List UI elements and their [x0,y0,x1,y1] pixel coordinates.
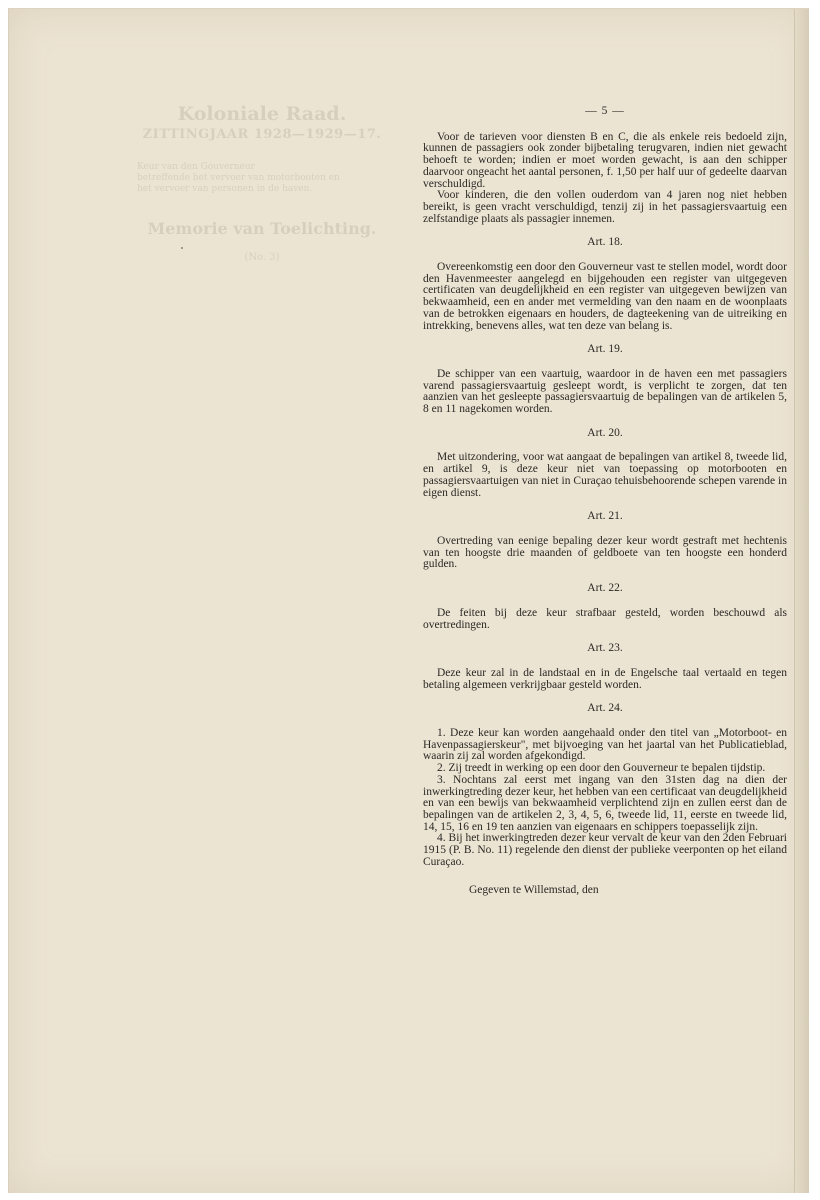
document-page [8,8,809,1193]
paragraph: Met uitzondering, voor wat aangaat de bepalingen van artikel 8, tweede lid, en artikel 9, is deze keur niet van toepassing op motorbooten en passagiersvaartuigen van niet in Curaçao tehuisbehoorende schepen varende in eigen dienst. [423,451,787,499]
paragraph: 1. Deze keur kan worden aangehaald onder den titel van „Motorboot- en Havenpassagierskeur", met bijvoeging van het jaartal van het Publicatieblad, waarin zij zal worden afgekondigd. [423,727,787,763]
article-heading: Art. 18. [587,236,623,249]
ghost-heading: Memorie van Toelichting. [147,219,377,238]
ghost-title: Koloniale Raad. [177,103,347,125]
paragraph: Overeenkomstig een door den Gouverneur vast te stellen model, wordt door den Havenmeester aangelegd en bijgehouden een register van uitgegeven certificaten van deugdelijkheid en een register van uitgegeven bewijzen van bekwaamheid, een en ander met vermelding van den naam en de woonplaats van de betrokken eigenaars en houders, de dagteekening van de uitreiking en intrekking, benevens alles, wat ten deze van belang is. [423,261,787,332]
article-heading: Art. 24. [587,702,623,715]
article-heading: Art. 23. [587,642,623,655]
ghost-note [137,162,387,195]
paragraph: 3. Nochtans zal eerst met ingang van den 31sten dag na dien der inwerkingtreding dezer keur, het hebben van een certificaat van deugdelijkheid en van een bewijs van bekwaamheid verplichtend zijn en zullen eerst dan de bepalingen van de artikelen 2, 3, 4, 5, 6, tweede lid, 11, eerste en tweede lid, 14, 15, 16 en 19 ten aanzien van eigenaars en schippers toepasselijk zijn. [423,773,787,833]
paragraph: Voor de tarieven voor diensten B en C, die als enkele reis bedoeld zijn, kunnen de passagiers ook zonder bijbetaling terugvaren, indien niet gewacht behoeft te worden; indien er moet worden gewacht, is aan den schipper daarvoor ongeacht het aantal personen, f. 1,50 per half uur of gedeelte daarvan verschuldigd. [423,130,787,190]
paragraph: Deze keur zal in de landstaal en in de Engelsche taal vertaald en tegen betaling algemeen verkrijgbaar gesteld worden. [423,666,787,691]
paragraph: 2. Zij treedt in werking op een door den Gouverneur te bepalen tijdstip. [437,762,766,775]
show-through-header [137,103,387,263]
ghost-number: (No. 3) [244,252,280,263]
paragraph: 4. Bij het inwerkingtreden dezer keur vervalt de keur van den 2den Februari 1915 (P. B. No. 11) regelende den dienst der publieke veerponten op het eiland Curaçao. [423,832,787,868]
document-body [423,106,787,897]
ghost-note-line: het vervoer van personen in de haven. [137,184,313,194]
paragraph: Overtreding van eenige bepaling dezer keur wordt gestraft met hechtenis van ten hoogste drie maanden of geldboete van ten hoogste een honderd gulden. [423,534,787,571]
ghost-session: ZITTINGJAAR 1928—1929—17. [142,127,382,142]
paragraph: De schipper van een vaartuig, waardoor in de haven een met passagiers varend passagiersvaartuig gesleept wordt, is verplicht te zorgen, dat ten aanzien van het gesleepte passagiersvaartuig de bepalingen van de artikelen 5, 8 en 11 nagekomen worden. [423,367,787,416]
signoff: Gegeven te Willemstad, den [469,884,599,897]
ink-speck [181,247,183,249]
article-heading: Art. 22. [587,582,623,595]
article-heading: Art. 19. [587,343,623,356]
paragraph: Voor kinderen, die den vollen ouderdom van 4 jaren nog niet hebben bereikt, is geen vracht verschuldigd, tenzij zij in het passagiersvaartuig een zelfstandige plaats als passagier innemen. [423,189,787,225]
ghost-note-line: betreffende het vervoer van motorbooten en [137,173,340,183]
article-heading: Art. 21. [587,510,623,523]
page-number: — 5 — [585,105,625,117]
ghost-note-line: Keur van den Gouverneur [137,162,255,172]
article-heading: Art. 20. [587,426,623,439]
paragraph: De feiten bij deze keur strafbaar gesteld, worden beschouwd als overtredingen. [423,606,787,631]
